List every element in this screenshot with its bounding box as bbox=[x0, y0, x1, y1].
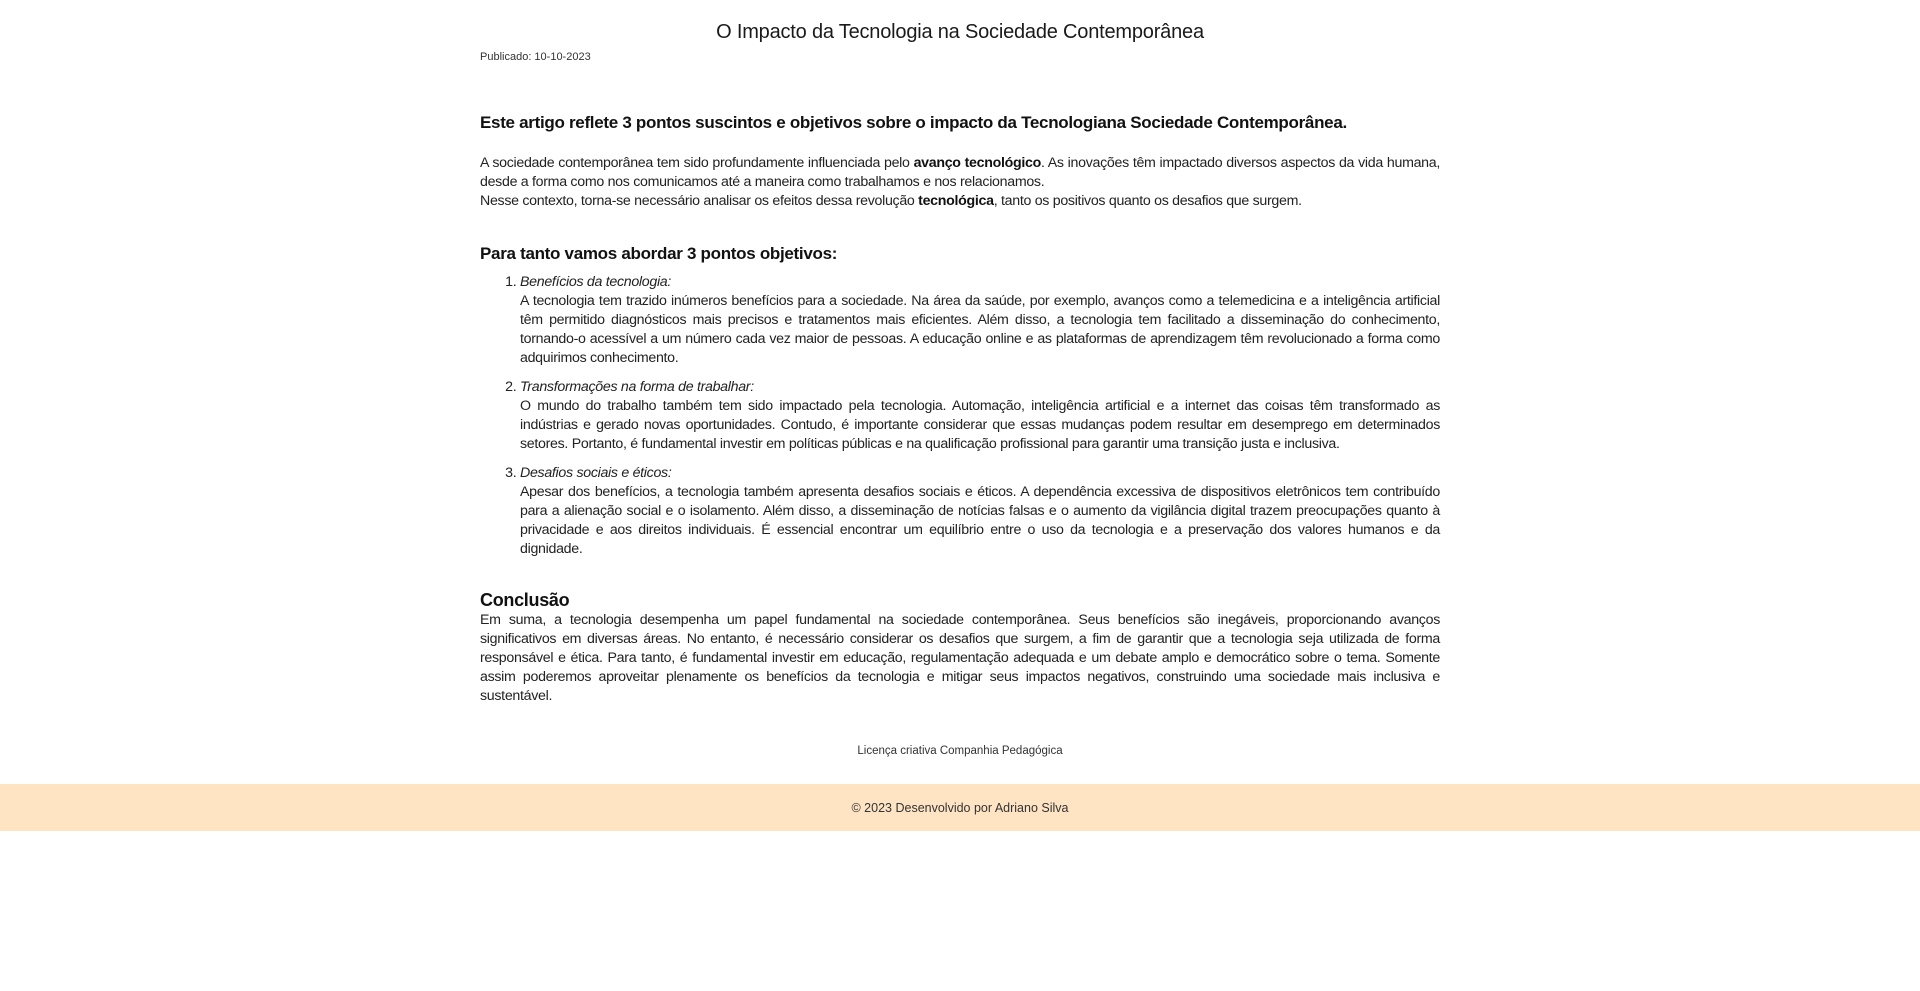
footer-text: © 2023 Desenvolvido por Adriano Silva bbox=[851, 800, 1069, 815]
list-item bbox=[520, 464, 1440, 559]
intro-bold-2: tecnológica bbox=[918, 193, 994, 209]
intro-text-4: , tanto os positivos quanto os desafios que surgem. bbox=[993, 193, 1302, 209]
conclusion-heading: Conclusão bbox=[480, 590, 570, 610]
list-item bbox=[520, 378, 1440, 454]
intro-text-3: Nesse contexto, torna-se necessário analisar os efeitos dessa revolução bbox=[480, 193, 919, 209]
license-text: Licença criativa Companhia Pedagógica bbox=[857, 745, 1063, 757]
points-heading: Para tanto vamos abordar 3 pontos objetivos: bbox=[480, 244, 838, 263]
points-list bbox=[480, 273, 1440, 559]
point-body: Apesar dos benefícios, a tecnologia também apresenta desafios sociais e éticos. A dependência excessiva de dispositivos eletrônicos tem contribuído para a alienação social e o isolamento. Além disso, a disseminação de notícias falsas e o aumento da vigilância digital trazem preocupações quanto à privacidade e aos direitos individuais. É essencial encontrar um equilíbrio entre o uso da tecnologia e a preservação dos valores humanos e da dignidade. bbox=[520, 484, 1440, 557]
article bbox=[480, 0, 1440, 758]
intro-heading: Este artigo reflete 3 pontos suscintos e objetivos sobre o impacto da Tecnologiana Sociedade Contemporânea. bbox=[480, 113, 1347, 132]
point-body: O mundo do trabalho também tem sido impactado pela tecnologia. Automação, inteligência artificial e a internet das coisas têm transformado as indústrias e gerado novas oportunidades. Contudo, é importante considerar que essas mudanças podem resultar em desemprego em determinados setores. Portanto, é fundamental investir em políticas públicas e na qualificação profissional para garantir uma transição justa e inclusiva. bbox=[520, 398, 1440, 452]
intro-paragraph bbox=[480, 154, 1440, 211]
intro-bold-1: avanço tecnológico bbox=[913, 155, 1041, 171]
point-body: A tecnologia tem trazido inúmeros benefícios para a sociedade. Na área da saúde, por exemplo, avanços como a telemedicina e a inteligência artificial têm permitido diagnósticos mais precisos e tratamentos mais eficientes. Além disso, a tecnologia tem facilitado a disseminação do conhecimento, tornando-o acessível a um número cada vez maior de pessoas. A educação online e as plataformas de aprendizagem têm revolucionado a forma como adquirimos conhecimento. bbox=[520, 293, 1440, 366]
list-item bbox=[520, 273, 1440, 368]
point-title: 3. Desafios sociais e éticos: bbox=[520, 465, 672, 481]
intro-text-1: A sociedade contemporânea tem sido profundamente influenciada pelo bbox=[480, 155, 914, 171]
point-title: 2. Transformações na forma de trabalhar: bbox=[520, 379, 754, 395]
footer bbox=[0, 784, 1920, 831]
published-date: Publicado: 10-10-2023 bbox=[480, 51, 591, 63]
point-title: 1. Benefícios da tecnologia: bbox=[520, 274, 672, 290]
conclusion-paragraph: Em suma, a tecnologia desempenha um papel fundamental na sociedade contemporânea. Seus benefícios são inegáveis, proporcionando avanços significativos em diversas áreas. No entanto, é necessário considerar os desafios que surgem, a fim de garantir que a tecnologia seja utilizada de forma responsável e ética. Para tanto, é fundamental investir em educação, regulamentação adequada e um debate amplo e democrático sobre o tema. Somente assim poderemos aproveitar plenamente os benefícios da tecnologia e mitigar seus impactos negativos, construindo uma sociedade mais inclusiva e sustentável. bbox=[480, 612, 1440, 704]
intro-text-2: . As inovações têm impactado diversos aspectos da vida humana, desde a forma como nos comunicamos até a maneira como trabalhamos e nos relacionamos. bbox=[480, 155, 1440, 190]
article-title: O Impacto da Tecnologia na Sociedade Contemporânea bbox=[716, 21, 1204, 43]
